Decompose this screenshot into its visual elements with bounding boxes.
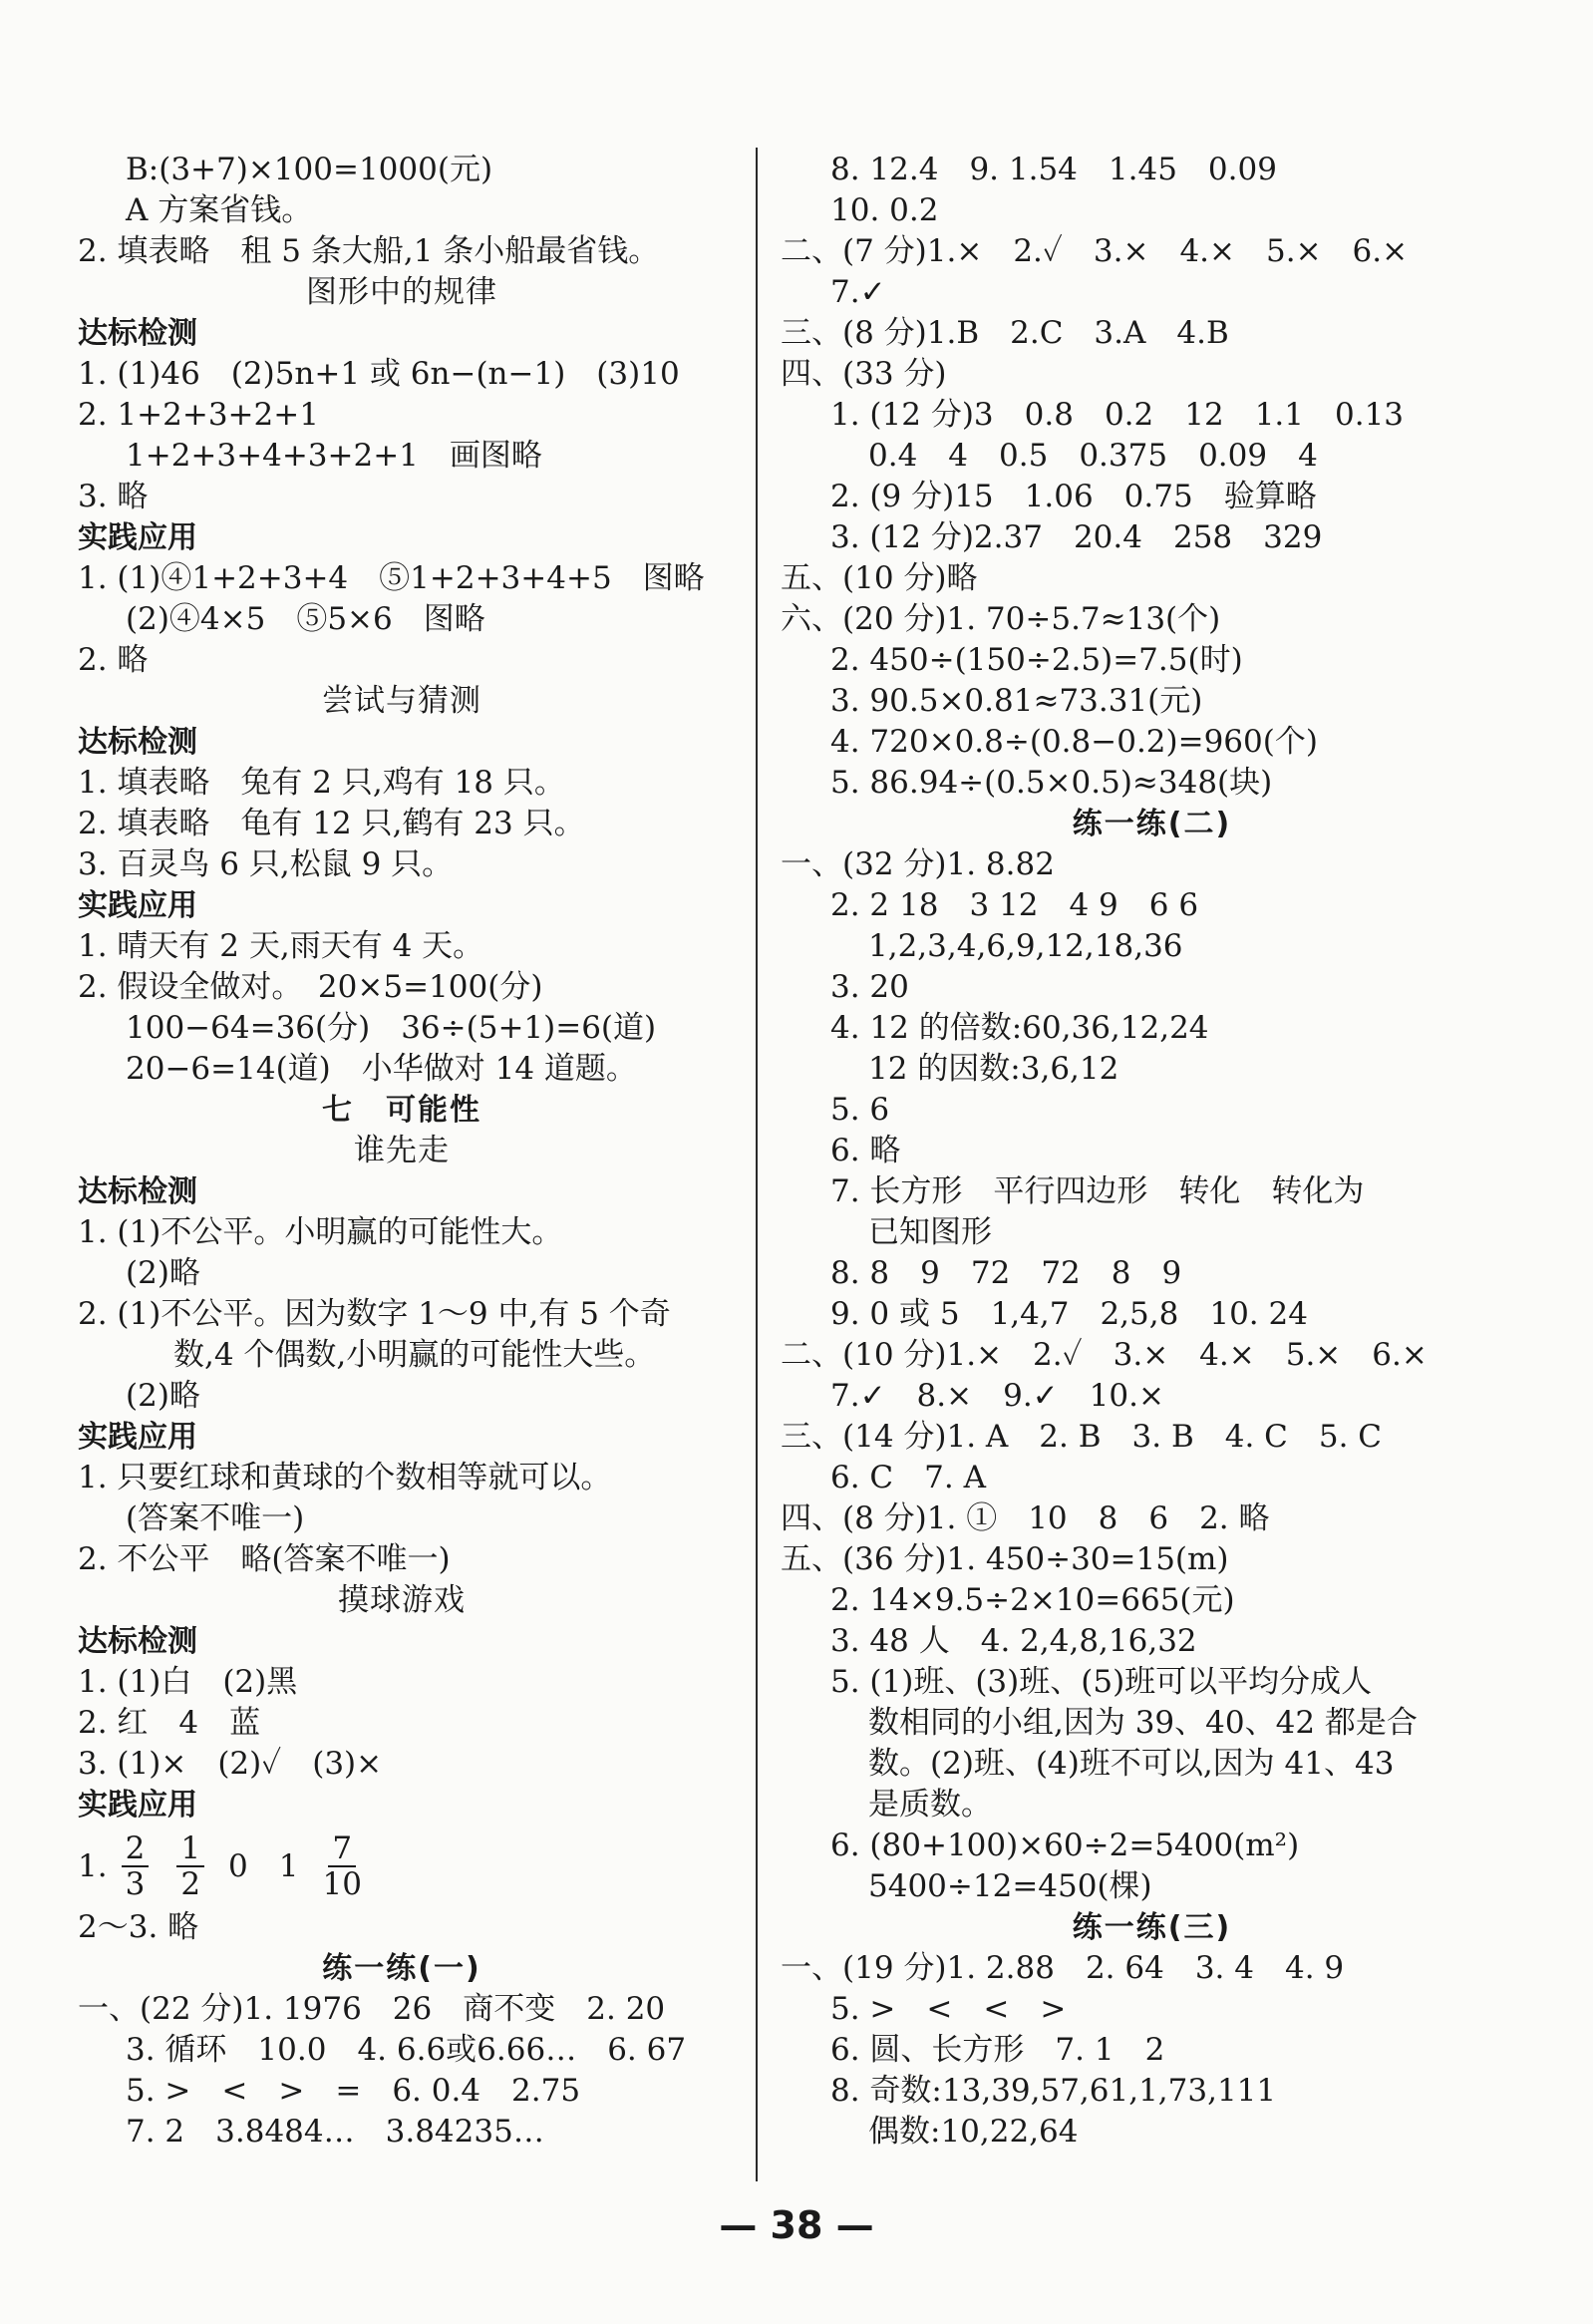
answer-line: 6. (80+100)×60÷2=5400(m²) [830, 1827, 1300, 1863]
answer-line: 3. 略 [78, 479, 149, 514]
answer-line: 2. (1)不公平。因为数字 1～9 中,有 5 个奇 [78, 1296, 671, 1332]
answer-line: 一、(32 分)1. 8.82 [781, 846, 1055, 882]
answer-line: (2)④4×5 ⑤5×6 图略 [126, 601, 485, 637]
answer-line: 3. 循环 10.0 4. 6.6或6.66… 6. 67 [126, 2032, 687, 2068]
answer-line: 1. (1)不公平。小明赢的可能性大。 [78, 1214, 563, 1250]
subsection-heading: 达标检测 [78, 1174, 197, 1209]
answer-line: (2)略 [126, 1255, 200, 1291]
subsection-heading: 实践应用 [78, 1788, 197, 1823]
answer-line: 是质数。 [868, 1787, 992, 1823]
answer-line: 6. 略 [830, 1133, 901, 1168]
answer-line: 1. (12 分)3 0.8 0.2 12 1.1 0.13 [830, 397, 1405, 433]
fraction-numerator: 1 [176, 1831, 204, 1867]
section-heading: 七 可能性 [322, 1093, 481, 1128]
column-divider [756, 148, 758, 2181]
fraction-line-prefix: 1. [78, 1847, 108, 1884]
subsection-heading: 实践应用 [78, 1420, 197, 1455]
answer-line: 7.✓ 8.× 9.✓ 10.× [830, 1378, 1164, 1414]
answer-line: 7. 长方形 平行四边形 转化 转化为 [830, 1173, 1365, 1209]
answer-line: 2. 1+2+3+2+1 [78, 397, 319, 433]
answer-line: 2. 2 18 3 12 4 9 6 6 [830, 887, 1199, 923]
answer-line: 2. 假设全做对。 20×5=100(分) [78, 969, 543, 1005]
answer-line: 数相同的小组,因为 39、40、42 都是合 [868, 1705, 1418, 1741]
fraction-line-middle: 0 1 [228, 1847, 299, 1884]
answer-line: B:(3+7)×100=1000(元) [126, 152, 493, 187]
answer-line: 1. 填表略 兔有 2 只,鸡有 18 只。 [78, 765, 565, 801]
right-column [781, 150, 1523, 2153]
section-heading: 练一练(一) [322, 1951, 481, 1986]
answer-line: 2. 不公平 略(答案不唯一) [78, 1541, 451, 1577]
answer-line: 5. 86.94÷(0.5×0.5)≈348(块) [830, 765, 1273, 801]
answer-line: 2. 填表略 龟有 12 只,鹤有 23 只。 [78, 806, 585, 841]
answer-line: 五、(36 分)1. 450÷30=15(m) [781, 1541, 1229, 1577]
answer-line: (2)略 [126, 1378, 200, 1414]
answer-line: 1. (1)④1+2+3+4 ⑤1+2+3+4+5 图略 [78, 560, 705, 596]
answer-line: 2. 红 4 蓝 [78, 1705, 261, 1741]
answer-line: 1+2+3+4+3+2+1 画图略 [126, 438, 542, 474]
answer-line: 偶数:10,22,64 [868, 2114, 1079, 2150]
answer-line: 2～3. 略 [78, 1909, 199, 1945]
fraction-seven-tenths [323, 1831, 362, 1901]
answer-line: 8. 8 9 72 72 8 9 [830, 1255, 1182, 1291]
left-column [78, 150, 726, 2153]
answer-line: 5. (1)班、(3)班、(5)班可以平均分成人 [830, 1664, 1373, 1700]
answer-line: 六、(20 分)1. 70÷5.7≈13(个) [781, 601, 1221, 637]
fraction-two-thirds [122, 1831, 150, 1901]
answer-line: 1. 只要红球和黄球的个数相等就可以。 [78, 1460, 612, 1495]
answer-line: 3. 48 人 4. 2,4,8,16,32 [830, 1623, 1197, 1659]
answer-line: A 方案省钱。 [126, 192, 313, 228]
fraction-numerator: 7 [328, 1831, 356, 1867]
fraction-denominator: 2 [180, 1866, 201, 1902]
answer-line: 3. 百灵鸟 6 只,松鼠 9 只。 [78, 846, 454, 882]
answer-line: 数。(2)班、(4)班不可以,因为 41、43 [868, 1746, 1395, 1782]
answer-line: 12 的因数:3,6,12 [868, 1051, 1119, 1087]
answer-line: 一、(19 分)1. 2.88 2. 64 3. 4 4. 9 [781, 1950, 1345, 1986]
answer-line: 7. 2 3.8484… 3.84235… [126, 2114, 544, 2150]
answer-line: 2. (9 分)15 1.06 0.75 验算略 [830, 479, 1317, 514]
answer-line: 2. 略 [78, 642, 149, 678]
answer-line: 已知图形 [868, 1214, 992, 1250]
fraction-denominator: 3 [125, 1866, 146, 1902]
answer-line: 20−6=14(道) 小华做对 14 道题。 [126, 1051, 637, 1087]
answer-line: 四、(33 分) [781, 356, 947, 392]
answer-line: 8. 奇数:13,39,57,61,1,73,111 [830, 2073, 1277, 2109]
answer-line: 8. 12.4 9. 1.54 1.45 0.09 [830, 152, 1277, 187]
answer-line: 4. 12 的倍数:60,36,12,24 [830, 1010, 1209, 1046]
subsection-heading: 达标检测 [78, 316, 197, 351]
left-column-lines [78, 150, 726, 1826]
section-heading: 练一练(三) [1072, 1910, 1232, 1945]
left-column-tail [78, 1907, 726, 2153]
answer-line: 1. (1)46 (2)5n+1 或 6n−(n−1) (3)10 [78, 356, 680, 392]
answer-line: 二、(10 分)1.× 2.✓ 3.× 4.× 5.× 6.× [781, 1337, 1428, 1373]
fraction-one-half [176, 1831, 204, 1901]
answer-line: 1,2,3,4,6,9,12,18,36 [868, 928, 1183, 964]
fraction-denominator: 10 [322, 1866, 362, 1902]
answer-line: 数,4 个偶数,小明赢的可能性大些。 [173, 1337, 656, 1373]
answer-line: 0.4 4 0.5 0.375 0.09 4 [868, 438, 1318, 474]
answer-line: 2. 450÷(150÷2.5)=7.5(时) [830, 642, 1243, 678]
subsection-heading: 实践应用 [78, 888, 197, 923]
answer-line: 6. C 7. A [830, 1460, 986, 1495]
answer-line: 1. (1)白 (2)黑 [78, 1664, 298, 1700]
answer-line: 5. > < < > [830, 1991, 1067, 2027]
answer-line: 2. 填表略 租 5 条大船,1 条小船最省钱。 [78, 233, 660, 269]
answer-line: 5. 6 [830, 1092, 890, 1128]
answer-line: 五、(10 分)略 [781, 560, 978, 596]
answer-line: 2. 14×9.5÷2×10=665(元) [830, 1582, 1235, 1618]
answer-line: 一、(22 分)1. 1976 26 商不变 2. 20 [78, 1991, 666, 2027]
answer-line: 3. 20 [830, 969, 909, 1005]
subsection-heading: 达标检测 [78, 1624, 197, 1659]
answer-line: 3. (12 分)2.37 20.4 258 329 [830, 519, 1323, 555]
answer-line: 三、(8 分)1.B 2.C 3.A 4.B [781, 315, 1229, 351]
right-column-lines [781, 150, 1523, 2153]
answer-line: 二、(7 分)1.× 2.✓ 3.× 4.× 5.× 6.× [781, 233, 1409, 269]
answer-line: (答案不唯一) [126, 1500, 305, 1536]
answer-line: 4. 720×0.8÷(0.8−0.2)=960(个) [830, 724, 1318, 760]
section-title: 尝试与猜测 [322, 683, 481, 719]
answer-line: 3. (1)× (2)✓ (3)× [78, 1746, 383, 1782]
answer-line: 5400÷12=450(棵) [868, 1868, 1152, 1904]
answer-line: 5. > < > = 6. 0.4 2.75 [126, 2073, 581, 2109]
fraction-answer-line [78, 1826, 726, 1907]
answer-line: 3. 90.5×0.81≈73.31(元) [830, 683, 1203, 719]
section-title: 谁先走 [354, 1133, 450, 1168]
answer-line: 10. 0.2 [830, 192, 939, 228]
answer-line: 四、(8 分)1. ① 10 8 6 2. 略 [781, 1500, 1270, 1536]
page-number: — 38 — [719, 2203, 874, 2247]
answer-line: 7.✓ [830, 274, 886, 310]
subsection-heading: 达标检测 [78, 725, 197, 760]
answer-line: 100−64=36(分) 36÷(5+1)=6(道) [126, 1010, 657, 1046]
answer-line: 1. 晴天有 2 天,雨天有 4 天。 [78, 928, 484, 964]
section-heading: 练一练(二) [1072, 807, 1232, 841]
answer-line: 6. 圆、长方形 7. 1 2 [830, 2032, 1165, 2068]
subsection-heading: 实践应用 [78, 520, 197, 555]
section-title: 摸球游戏 [338, 1582, 466, 1618]
fraction-numerator: 2 [122, 1831, 150, 1867]
answer-line: 9. 0 或 5 1,4,7 2,5,8 10. 24 [830, 1296, 1308, 1332]
answer-line: 三、(14 分)1. A 2. B 3. B 4. C 5. C [781, 1419, 1383, 1455]
section-title: 图形中的规律 [306, 274, 497, 310]
